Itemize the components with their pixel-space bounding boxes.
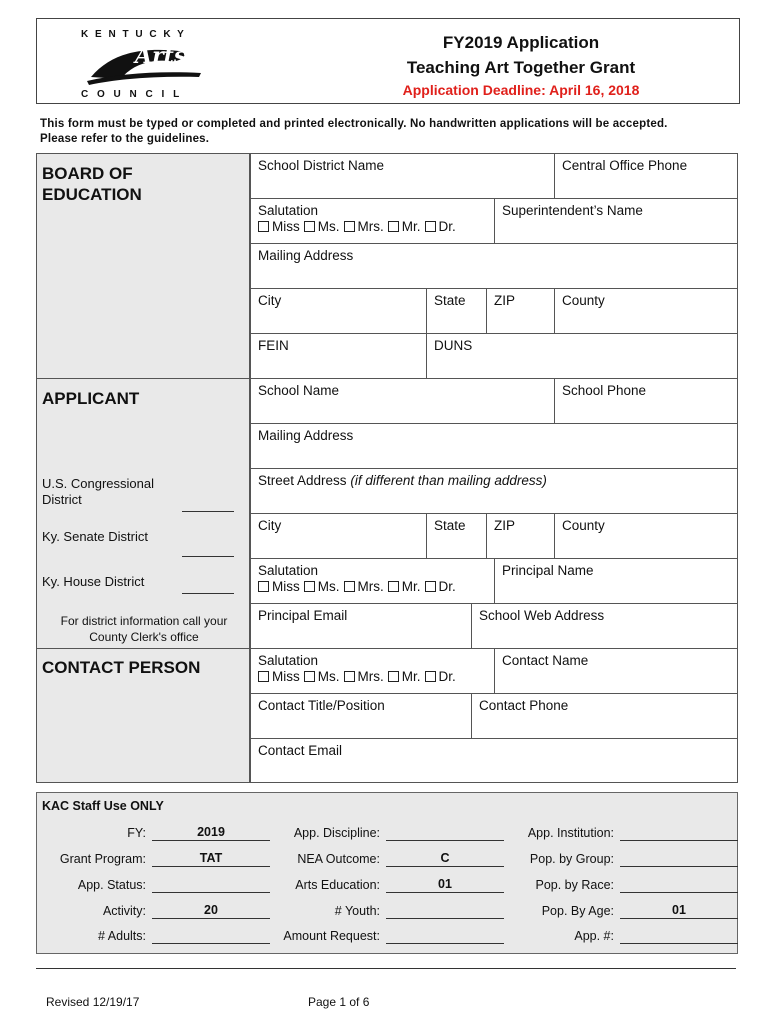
amount-request-value[interactable]	[386, 927, 504, 944]
checkbox[interactable]	[388, 671, 399, 682]
applicant-county-label: County	[562, 518, 605, 533]
checkbox[interactable]	[258, 581, 269, 592]
contact-email-label: Contact Email	[258, 743, 343, 758]
board-salutation-field	[250, 198, 495, 244]
contact-person-heading: CONTACT PERSON	[42, 658, 201, 677]
adults-label: # Adults:	[98, 929, 146, 943]
nea-outcome-value[interactable]: C	[386, 850, 504, 867]
youth-label: # Youth:	[334, 904, 380, 918]
superintendent-name-field[interactable]	[494, 198, 738, 244]
contact-salutation-field	[250, 648, 495, 694]
checkbox[interactable]	[258, 221, 269, 232]
checkbox[interactable]	[304, 671, 315, 682]
arts-education-value[interactable]: 01	[386, 876, 504, 893]
salutation-option[interactable]	[425, 579, 456, 594]
salutation-option[interactable]	[258, 669, 300, 684]
superintendent-name-label: Superintendent’s Name	[502, 203, 643, 218]
board-state-label: State	[434, 293, 466, 308]
salutation-option-label: Mr.	[401, 579, 421, 594]
checkbox[interactable]	[425, 221, 436, 232]
contact-phone-field[interactable]	[471, 693, 738, 739]
contact-title-label: Contact Title/Position	[258, 698, 385, 713]
app-number-label: App. #:	[574, 929, 614, 943]
applicant-city-label: City	[258, 518, 282, 533]
board-county-field[interactable]	[554, 288, 738, 334]
staff-use-title: KAC Staff Use ONLY	[42, 799, 164, 813]
app-status-value[interactable]	[152, 876, 270, 893]
duns-label: DUNS	[434, 338, 473, 353]
contact-title-field[interactable]	[250, 693, 472, 739]
section-label-column	[36, 153, 250, 783]
fy-value[interactable]: 2019	[152, 824, 270, 841]
logo-top-text: K E N T U C K Y	[81, 29, 186, 40]
pop-race-label: Pop. by Race:	[535, 878, 614, 892]
salutation-option[interactable]	[388, 579, 421, 594]
principal-salutation-options	[258, 579, 494, 595]
checkbox[interactable]	[388, 581, 399, 592]
salutation-option-label: Miss	[272, 579, 300, 594]
school-name-label: School Name	[258, 383, 340, 398]
amount-request-label: Amount Request:	[283, 929, 380, 943]
principal-salutation-field	[250, 558, 495, 604]
checkbox[interactable]	[425, 671, 436, 682]
salutation-option[interactable]	[425, 669, 456, 684]
info-line-2: County Clerk's office	[89, 630, 199, 644]
principal-name-label: Principal Name	[502, 563, 594, 578]
applicant-city-field[interactable]	[250, 513, 427, 559]
salutation-option-label: Miss	[272, 669, 300, 684]
header-box	[36, 18, 740, 104]
district-info-note	[46, 613, 242, 645]
application-deadline: Application Deadline: April 16, 2018	[402, 82, 640, 98]
school-web-address-label: School Web Address	[479, 608, 605, 623]
page-number: Page 1 of 6	[308, 995, 370, 1009]
applicant-state-field[interactable]	[426, 513, 487, 559]
salutation-option-label: Dr.	[438, 669, 456, 684]
congressional-district-label	[42, 476, 154, 508]
board-of-education-heading	[42, 163, 142, 205]
instructions-notice	[40, 117, 740, 147]
street-address-field[interactable]	[250, 468, 738, 514]
kentucky-arts-council-logo	[75, 25, 223, 101]
form-title: FY2019 Application	[442, 33, 600, 52]
board-zip-field[interactable]	[486, 288, 555, 334]
logo-mid-text: Arts	[135, 43, 187, 69]
salutation-option-label: Ms.	[317, 579, 340, 594]
salutation-option-label: Ms.	[317, 219, 340, 234]
street-address-note: (if different than mailing address)	[350, 473, 547, 488]
checkbox[interactable]	[304, 581, 315, 592]
street-address-label: Street Address	[258, 473, 347, 488]
central-office-phone-label: Central Office Phone	[562, 158, 688, 173]
board-salutation-options	[258, 219, 494, 235]
activity-value[interactable]: 20	[152, 902, 270, 919]
pop-group-label: Pop. by Group:	[529, 852, 614, 866]
arts-education-label: Arts Education:	[295, 878, 380, 892]
principal-email-field[interactable]	[250, 603, 472, 649]
salutation-option[interactable]	[425, 219, 456, 234]
contact-salutation-label: Salutation	[258, 653, 319, 668]
revision-date: Revised 12/19/17	[46, 995, 140, 1009]
board-city-label: City	[258, 293, 282, 308]
divider	[36, 648, 250, 649]
congressional-line-1: U.S. Congressional	[42, 476, 154, 491]
checkbox[interactable]	[344, 581, 355, 592]
app-number-value[interactable]	[620, 927, 738, 944]
app-status-label: App. Status:	[77, 878, 146, 892]
board-county-label: County	[562, 293, 605, 308]
board-heading-line-2: EDUCATION	[42, 185, 142, 204]
applicant-county-field[interactable]	[554, 513, 738, 559]
applicant-state-label: State	[434, 518, 466, 533]
house-district-label: Ky. House District	[42, 574, 145, 589]
pop-race-value[interactable]	[620, 876, 738, 893]
board-salutation-label: Salutation	[258, 203, 319, 218]
applicant-mailing-address-label: Mailing Address	[258, 428, 354, 443]
salutation-option-label: Ms.	[317, 669, 340, 684]
salutation-option-label: Mrs.	[357, 669, 384, 684]
contact-phone-label: Contact Phone	[479, 698, 569, 713]
salutation-option-label: Dr.	[438, 579, 456, 594]
principal-name-field[interactable]	[494, 558, 738, 604]
salutation-option[interactable]	[388, 669, 421, 684]
congressional-district-field[interactable]	[182, 511, 234, 512]
salutation-option[interactable]	[304, 219, 340, 234]
checkbox[interactable]	[388, 221, 399, 232]
salutation-option[interactable]	[304, 579, 340, 594]
school-web-address-field[interactable]	[471, 603, 738, 649]
congressional-line-2: District	[42, 492, 82, 507]
applicant-zip-field[interactable]	[486, 513, 555, 559]
checkbox[interactable]	[425, 581, 436, 592]
logo-bottom-text: C O U N C I L	[81, 89, 183, 100]
salutation-option-label: Mrs.	[357, 579, 384, 594]
salutation-option-label: Dr.	[438, 219, 456, 234]
central-office-phone-field[interactable]	[554, 153, 738, 199]
principal-salutation-label: Salutation	[258, 563, 319, 578]
board-heading-line-1: BOARD OF	[42, 164, 133, 183]
fy-label: FY:	[127, 826, 146, 840]
principal-email-label: Principal Email	[258, 608, 348, 623]
school-district-name-label: School District Name	[258, 158, 385, 173]
salutation-option-label: Miss	[272, 219, 300, 234]
pop-age-value[interactable]: 01	[620, 902, 738, 919]
fein-field[interactable]	[250, 333, 427, 379]
school-phone-label: School Phone	[562, 383, 647, 398]
board-zip-label: ZIP	[494, 293, 516, 308]
salutation-option[interactable]	[344, 669, 384, 684]
contact-name-field[interactable]	[494, 648, 738, 694]
fein-label: FEIN	[258, 338, 289, 353]
app-institution-value[interactable]	[620, 824, 738, 841]
board-state-field[interactable]	[426, 288, 487, 334]
contact-email-field[interactable]	[250, 738, 738, 783]
board-city-field[interactable]	[250, 288, 427, 334]
school-district-name-field[interactable]	[250, 153, 555, 199]
info-line-1: For district information call your	[60, 614, 228, 628]
adults-value[interactable]	[152, 927, 270, 944]
checkbox[interactable]	[258, 671, 269, 682]
checkbox[interactable]	[304, 221, 315, 232]
divider	[36, 378, 250, 379]
youth-value[interactable]	[386, 902, 504, 919]
app-discipline-value[interactable]	[386, 824, 504, 841]
footer-rule	[36, 968, 736, 969]
school-phone-field[interactable]	[554, 378, 738, 424]
applicant-mailing-address-field[interactable]	[250, 423, 738, 469]
applicant-heading: APPLICANT	[42, 389, 140, 408]
board-mailing-address-field[interactable]	[250, 243, 738, 289]
salutation-option[interactable]	[344, 579, 384, 594]
applicant-zip-label: ZIP	[494, 518, 516, 533]
app-discipline-label: App. Discipline:	[293, 826, 380, 840]
house-district-field[interactable]	[182, 593, 234, 594]
senate-district-label: Ky. Senate District	[42, 529, 148, 544]
salutation-option[interactable]	[388, 219, 421, 234]
checkbox[interactable]	[344, 671, 355, 682]
duns-field[interactable]	[426, 333, 738, 379]
senate-district-field[interactable]	[182, 556, 234, 557]
salutation-option[interactable]	[258, 219, 300, 234]
grant-program-label: Grant Program:	[59, 852, 146, 866]
pop-age-label: Pop. By Age:	[541, 904, 614, 918]
notice-line-2: Please refer to the guidelines.	[40, 133, 210, 145]
salutation-option[interactable]	[344, 219, 384, 234]
pop-group-value[interactable]	[620, 850, 738, 867]
activity-label: Activity:	[102, 904, 146, 918]
board-mailing-address-label: Mailing Address	[258, 248, 354, 263]
salutation-option-label: Mr.	[401, 219, 421, 234]
contact-name-label: Contact Name	[502, 653, 589, 668]
grant-program-value[interactable]: TAT	[152, 850, 270, 867]
school-name-field[interactable]	[250, 378, 555, 424]
salutation-option-label: Mr.	[401, 669, 421, 684]
checkbox[interactable]	[344, 221, 355, 232]
app-institution-label: App. Institution:	[527, 826, 614, 840]
salutation-option[interactable]	[258, 579, 300, 594]
contact-salutation-options	[258, 669, 494, 685]
salutation-option[interactable]	[304, 669, 340, 684]
salutation-option-label: Mrs.	[357, 219, 384, 234]
nea-outcome-label: NEA Outcome:	[297, 852, 380, 866]
grant-title: Teaching Art Together Grant	[406, 58, 636, 77]
notice-line-1: This form must be typed or completed and printed electronically. No handwritten applications will be accepted.	[40, 118, 668, 130]
